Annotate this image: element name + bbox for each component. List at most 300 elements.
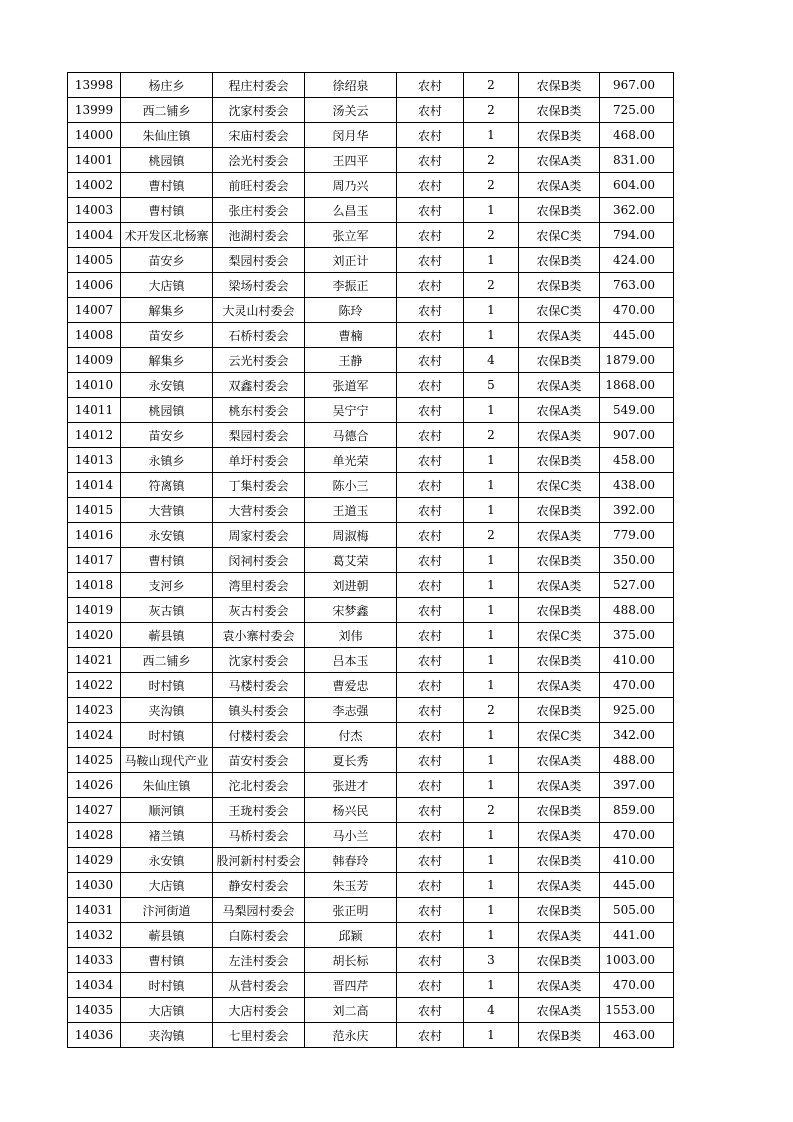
table-row <box>68 773 674 798</box>
household-count-cell: 2 <box>464 698 519 723</box>
insurance-category-cell: 农保B类 <box>519 548 600 573</box>
insurance-category-cell: 农保A类 <box>519 398 600 423</box>
household-count-cell: 1 <box>464 648 519 673</box>
table-row <box>68 623 674 648</box>
table-row <box>68 698 674 723</box>
amount-cell: 967.00 <box>600 73 674 98</box>
area-type-cell: 农村 <box>397 523 464 548</box>
person-name-cell: 汤关云 <box>305 98 397 123</box>
village-committee-cell: 白陈村委会 <box>213 923 305 948</box>
person-name-cell: 曹楠 <box>305 323 397 348</box>
household-count-cell: 1 <box>464 323 519 348</box>
area-type-cell: 农村 <box>397 748 464 773</box>
insurance-category-cell: 农保A类 <box>519 523 600 548</box>
township-cell: 永安镇 <box>121 373 213 398</box>
table-row <box>68 423 674 448</box>
amount-cell: 763.00 <box>600 273 674 298</box>
person-name-cell: 吕本玉 <box>305 648 397 673</box>
person-name-cell: 陈玲 <box>305 298 397 323</box>
area-type-cell: 农村 <box>397 548 464 573</box>
table-row <box>68 998 674 1023</box>
table-row <box>68 198 674 223</box>
amount-cell: 392.00 <box>600 498 674 523</box>
record-id-cell: 14014 <box>68 473 121 498</box>
insurance-category-cell: 农保B类 <box>519 198 600 223</box>
township-cell: 夹沟镇 <box>121 698 213 723</box>
village-committee-cell: 湾里村委会 <box>213 573 305 598</box>
record-id-cell: 14013 <box>68 448 121 473</box>
area-type-cell: 农村 <box>397 873 464 898</box>
area-type-cell: 农村 <box>397 123 464 148</box>
amount-cell: 350.00 <box>600 548 674 573</box>
person-name-cell: 马德合 <box>305 423 397 448</box>
person-name-cell: 曹爱忠 <box>305 673 397 698</box>
insurance-category-cell: 农保C类 <box>519 298 600 323</box>
household-count-cell: 2 <box>464 223 519 248</box>
village-committee-cell: 马桥村委会 <box>213 823 305 848</box>
insurance-category-cell: 农保B类 <box>519 598 600 623</box>
area-type-cell: 农村 <box>397 398 464 423</box>
area-type-cell: 农村 <box>397 948 464 973</box>
household-count-cell: 2 <box>464 798 519 823</box>
record-id-cell: 14032 <box>68 923 121 948</box>
person-name-cell: 刘进朝 <box>305 573 397 598</box>
amount-cell: 362.00 <box>600 198 674 223</box>
household-count-cell: 1 <box>464 198 519 223</box>
person-name-cell: 陈小三 <box>305 473 397 498</box>
household-count-cell: 1 <box>464 1023 519 1048</box>
table-row <box>68 823 674 848</box>
township-cell: 符离镇 <box>121 473 213 498</box>
township-cell: 苗安乡 <box>121 423 213 448</box>
record-id-cell: 14008 <box>68 323 121 348</box>
record-id-cell: 14016 <box>68 523 121 548</box>
record-id-cell: 14025 <box>68 748 121 773</box>
amount-cell: 1553.00 <box>600 998 674 1023</box>
insurance-category-cell: 农保B类 <box>519 273 600 298</box>
township-cell: 桃园镇 <box>121 148 213 173</box>
household-count-cell: 1 <box>464 498 519 523</box>
household-count-cell: 1 <box>464 723 519 748</box>
area-type-cell: 农村 <box>397 373 464 398</box>
township-cell: 解集乡 <box>121 348 213 373</box>
table-row <box>68 373 674 398</box>
village-committee-cell: 王珑村委会 <box>213 798 305 823</box>
area-type-cell: 农村 <box>397 323 464 348</box>
amount-cell: 470.00 <box>600 298 674 323</box>
insurance-category-cell: 农保B类 <box>519 648 600 673</box>
township-cell: 曹村镇 <box>121 548 213 573</box>
area-type-cell: 农村 <box>397 248 464 273</box>
insurance-category-cell: 农保A类 <box>519 973 600 998</box>
township-cell: 永安镇 <box>121 848 213 873</box>
record-id-cell: 14015 <box>68 498 121 523</box>
area-type-cell: 农村 <box>397 823 464 848</box>
area-type-cell: 农村 <box>397 473 464 498</box>
area-type-cell: 农村 <box>397 598 464 623</box>
amount-cell: 859.00 <box>600 798 674 823</box>
amount-cell: 410.00 <box>600 848 674 873</box>
person-name-cell: 晋四芹 <box>305 973 397 998</box>
record-id-cell: 14003 <box>68 198 121 223</box>
record-id-cell: 14036 <box>68 1023 121 1048</box>
township-cell: 大营镇 <box>121 498 213 523</box>
area-type-cell: 农村 <box>397 423 464 448</box>
village-committee-cell: 桃东村委会 <box>213 398 305 423</box>
area-type-cell: 农村 <box>397 973 464 998</box>
township-cell: 时村镇 <box>121 973 213 998</box>
township-cell: 曹村镇 <box>121 948 213 973</box>
village-committee-cell: 张庄村委会 <box>213 198 305 223</box>
table-row <box>68 723 674 748</box>
area-type-cell: 农村 <box>397 98 464 123</box>
amount-cell: 410.00 <box>600 648 674 673</box>
village-committee-cell: 程庄村委会 <box>213 73 305 98</box>
household-count-cell: 1 <box>464 473 519 498</box>
person-name-cell: 夏长秀 <box>305 748 397 773</box>
insurance-category-cell: 农保B类 <box>519 898 600 923</box>
township-cell: 西二铺乡 <box>121 98 213 123</box>
township-cell: 西二铺乡 <box>121 648 213 673</box>
household-count-cell: 5 <box>464 373 519 398</box>
person-name-cell: 杨兴民 <box>305 798 397 823</box>
amount-cell: 468.00 <box>600 123 674 148</box>
township-cell: 马鞍山现代产业 <box>121 748 213 773</box>
household-count-cell: 2 <box>464 98 519 123</box>
record-id-cell: 14001 <box>68 148 121 173</box>
village-committee-cell: 马楼村委会 <box>213 673 305 698</box>
table-row <box>68 248 674 273</box>
record-id-cell: 14022 <box>68 673 121 698</box>
record-id-cell: 13998 <box>68 73 121 98</box>
area-type-cell: 农村 <box>397 348 464 373</box>
insurance-category-cell: 农保A类 <box>519 373 600 398</box>
record-id-cell: 14024 <box>68 723 121 748</box>
household-count-cell: 1 <box>464 448 519 473</box>
township-cell: 永镇乡 <box>121 448 213 473</box>
insurance-category-cell: 农保A类 <box>519 423 600 448</box>
insurance-category-cell: 农保B类 <box>519 348 600 373</box>
person-name-cell: 付杰 <box>305 723 397 748</box>
record-id-cell: 14004 <box>68 223 121 248</box>
household-count-cell: 2 <box>464 423 519 448</box>
village-committee-cell: 周家村委会 <box>213 523 305 548</box>
record-id-cell: 14000 <box>68 123 121 148</box>
area-type-cell: 农村 <box>397 848 464 873</box>
household-count-cell: 1 <box>464 973 519 998</box>
village-committee-cell: 前旺村委会 <box>213 173 305 198</box>
table-row <box>68 448 674 473</box>
household-count-cell: 3 <box>464 948 519 973</box>
area-type-cell: 农村 <box>397 1023 464 1048</box>
village-committee-cell: 沱北村委会 <box>213 773 305 798</box>
household-count-cell: 1 <box>464 873 519 898</box>
amount-cell: 470.00 <box>600 973 674 998</box>
township-cell: 大店镇 <box>121 998 213 1023</box>
person-name-cell: 徐绍泉 <box>305 73 397 98</box>
insurance-category-cell: 农保A类 <box>519 573 600 598</box>
village-committee-cell: 沈家村委会 <box>213 648 305 673</box>
insurance-category-cell: 农保A类 <box>519 923 600 948</box>
village-committee-cell: 宋庙村委会 <box>213 123 305 148</box>
household-count-cell: 2 <box>464 173 519 198</box>
person-name-cell: 王四平 <box>305 148 397 173</box>
township-cell: 灰古镇 <box>121 598 213 623</box>
area-type-cell: 农村 <box>397 798 464 823</box>
person-name-cell: 马小兰 <box>305 823 397 848</box>
table-row <box>68 348 674 373</box>
table-row <box>68 523 674 548</box>
record-id-cell: 14029 <box>68 848 121 873</box>
township-cell: 夹沟镇 <box>121 1023 213 1048</box>
record-id-cell: 14034 <box>68 973 121 998</box>
insurance-category-cell: 农保B类 <box>519 848 600 873</box>
area-type-cell: 农村 <box>397 573 464 598</box>
record-id-cell: 14031 <box>68 898 121 923</box>
household-count-cell: 1 <box>464 548 519 573</box>
table-row <box>68 798 674 823</box>
table-row <box>68 298 674 323</box>
insurance-category-cell: 农保B类 <box>519 498 600 523</box>
person-name-cell: 刘伟 <box>305 623 397 648</box>
person-name-cell: 李振正 <box>305 273 397 298</box>
amount-cell: 488.00 <box>600 748 674 773</box>
record-id-cell: 14028 <box>68 823 121 848</box>
township-cell: 永安镇 <box>121 523 213 548</box>
amount-cell: 779.00 <box>600 523 674 548</box>
table-row <box>68 648 674 673</box>
person-name-cell: 葛艾荣 <box>305 548 397 573</box>
record-id-cell: 14026 <box>68 773 121 798</box>
household-count-cell: 1 <box>464 248 519 273</box>
table-row <box>68 873 674 898</box>
record-id-cell: 14005 <box>68 248 121 273</box>
area-type-cell: 农村 <box>397 698 464 723</box>
village-committee-cell: 股河新村村委会 <box>213 848 305 873</box>
record-id-cell: 14017 <box>68 548 121 573</box>
township-cell: 朱仙庄镇 <box>121 773 213 798</box>
household-count-cell: 1 <box>464 573 519 598</box>
amount-cell: 925.00 <box>600 698 674 723</box>
insurance-category-cell: 农保B类 <box>519 698 600 723</box>
amount-cell: 342.00 <box>600 723 674 748</box>
insurance-category-cell: 农保A类 <box>519 748 600 773</box>
area-type-cell: 农村 <box>397 448 464 473</box>
amount-cell: 794.00 <box>600 223 674 248</box>
village-committee-cell: 闵祠村委会 <box>213 548 305 573</box>
amount-cell: 445.00 <box>600 873 674 898</box>
village-committee-cell: 灰古村委会 <box>213 598 305 623</box>
person-name-cell: 王道玉 <box>305 498 397 523</box>
area-type-cell: 农村 <box>397 148 464 173</box>
insurance-category-cell: 农保A类 <box>519 873 600 898</box>
table-row <box>68 898 674 923</box>
household-count-cell: 1 <box>464 673 519 698</box>
table-row <box>68 948 674 973</box>
village-committee-cell: 梁场村委会 <box>213 273 305 298</box>
record-id-cell: 14010 <box>68 373 121 398</box>
village-committee-cell: 沈家村委会 <box>213 98 305 123</box>
record-id-cell: 14035 <box>68 998 121 1023</box>
township-cell: 褚兰镇 <box>121 823 213 848</box>
township-cell: 时村镇 <box>121 673 213 698</box>
record-id-cell: 14002 <box>68 173 121 198</box>
village-committee-cell: 左洼村委会 <box>213 948 305 973</box>
person-name-cell: 刘正计 <box>305 248 397 273</box>
amount-cell: 470.00 <box>600 823 674 848</box>
township-cell: 顺河镇 <box>121 798 213 823</box>
household-count-cell: 1 <box>464 398 519 423</box>
amount-cell: 375.00 <box>600 623 674 648</box>
amount-cell: 424.00 <box>600 248 674 273</box>
amount-cell: 463.00 <box>600 1023 674 1048</box>
record-id-cell: 14009 <box>68 348 121 373</box>
table-row <box>68 923 674 948</box>
village-committee-cell: 袁小寨村委会 <box>213 623 305 648</box>
insurance-category-cell: 农保B类 <box>519 123 600 148</box>
area-type-cell: 农村 <box>397 498 464 523</box>
household-count-cell: 1 <box>464 598 519 623</box>
area-type-cell: 农村 <box>397 298 464 323</box>
person-name-cell: 张正明 <box>305 898 397 923</box>
area-type-cell: 农村 <box>397 273 464 298</box>
insurance-category-cell: 农保C类 <box>519 623 600 648</box>
household-count-cell: 2 <box>464 73 519 98</box>
table-row <box>68 598 674 623</box>
insurance-category-cell: 农保C类 <box>519 723 600 748</box>
person-name-cell: 单光荣 <box>305 448 397 473</box>
village-committee-cell: 梨园村委会 <box>213 423 305 448</box>
record-id-cell: 14023 <box>68 698 121 723</box>
amount-cell: 907.00 <box>600 423 674 448</box>
amount-cell: 438.00 <box>600 473 674 498</box>
insurance-category-cell: 农保B类 <box>519 798 600 823</box>
table-row <box>68 973 674 998</box>
household-count-cell: 2 <box>464 273 519 298</box>
area-type-cell: 农村 <box>397 723 464 748</box>
amount-cell: 445.00 <box>600 323 674 348</box>
table-row <box>68 148 674 173</box>
record-id-cell: 14030 <box>68 873 121 898</box>
table-row <box>68 323 674 348</box>
township-cell: 蕲县镇 <box>121 623 213 648</box>
township-cell: 曹村镇 <box>121 173 213 198</box>
insurance-category-cell: 农保A类 <box>519 673 600 698</box>
household-count-cell: 1 <box>464 773 519 798</box>
area-type-cell: 农村 <box>397 923 464 948</box>
village-committee-cell: 马梨园村委会 <box>213 898 305 923</box>
table-row <box>68 173 674 198</box>
table-row <box>68 548 674 573</box>
household-count-cell: 1 <box>464 298 519 323</box>
person-name-cell: 刘二高 <box>305 998 397 1023</box>
amount-cell: 725.00 <box>600 98 674 123</box>
table-row <box>68 473 674 498</box>
township-cell: 解集乡 <box>121 298 213 323</box>
village-committee-cell: 浍光村委会 <box>213 148 305 173</box>
person-name-cell: 宋梦鑫 <box>305 598 397 623</box>
person-name-cell: 周乃兴 <box>305 173 397 198</box>
person-name-cell: 张进才 <box>305 773 397 798</box>
village-committee-cell: 云光村委会 <box>213 348 305 373</box>
village-committee-cell: 石桥村委会 <box>213 323 305 348</box>
area-type-cell: 农村 <box>397 898 464 923</box>
area-type-cell: 农村 <box>397 648 464 673</box>
record-id-cell: 13999 <box>68 98 121 123</box>
amount-cell: 549.00 <box>600 398 674 423</box>
township-cell: 曹村镇 <box>121 198 213 223</box>
insurance-category-cell: 农保A类 <box>519 148 600 173</box>
insurance-category-cell: 农保B类 <box>519 248 600 273</box>
township-cell: 支河乡 <box>121 573 213 598</box>
amount-cell: 1879.00 <box>600 348 674 373</box>
area-type-cell: 农村 <box>397 773 464 798</box>
township-cell: 术开发区北杨寨 <box>121 223 213 248</box>
insurance-category-cell: 农保A类 <box>519 823 600 848</box>
insurance-category-cell: 农保A类 <box>519 998 600 1023</box>
village-committee-cell: 大店村委会 <box>213 998 305 1023</box>
village-committee-cell: 大灵山村委会 <box>213 298 305 323</box>
person-name-cell: 李志强 <box>305 698 397 723</box>
record-id-cell: 14011 <box>68 398 121 423</box>
village-committee-cell: 付楼村委会 <box>213 723 305 748</box>
insurance-category-cell: 农保C类 <box>519 473 600 498</box>
village-committee-cell: 七里村委会 <box>213 1023 305 1048</box>
amount-cell: 505.00 <box>600 898 674 923</box>
household-count-cell: 1 <box>464 848 519 873</box>
record-id-cell: 14007 <box>68 298 121 323</box>
person-name-cell: 张立军 <box>305 223 397 248</box>
record-id-cell: 14033 <box>68 948 121 973</box>
person-name-cell: 范永庆 <box>305 1023 397 1048</box>
record-id-cell: 14018 <box>68 573 121 598</box>
table-row <box>68 848 674 873</box>
area-type-cell: 农村 <box>397 673 464 698</box>
township-cell: 汴河街道 <box>121 898 213 923</box>
person-name-cell: 么昌玉 <box>305 198 397 223</box>
area-type-cell: 农村 <box>397 198 464 223</box>
village-committee-cell: 单圩村委会 <box>213 448 305 473</box>
household-count-cell: 4 <box>464 348 519 373</box>
table-row <box>68 123 674 148</box>
village-committee-cell: 丁集村委会 <box>213 473 305 498</box>
person-name-cell: 王静 <box>305 348 397 373</box>
person-name-cell: 周淑梅 <box>305 523 397 548</box>
area-type-cell: 农村 <box>397 623 464 648</box>
insurance-category-cell: 农保B类 <box>519 448 600 473</box>
amount-cell: 604.00 <box>600 173 674 198</box>
township-cell: 桃园镇 <box>121 398 213 423</box>
insurance-category-cell: 农保B类 <box>519 73 600 98</box>
township-cell: 苗安乡 <box>121 323 213 348</box>
village-committee-cell: 苗安村委会 <box>213 748 305 773</box>
village-committee-cell: 静安村委会 <box>213 873 305 898</box>
records-table-body <box>68 73 674 1048</box>
amount-cell: 488.00 <box>600 598 674 623</box>
village-committee-cell: 双鑫村委会 <box>213 373 305 398</box>
area-type-cell: 农村 <box>397 173 464 198</box>
table-row <box>68 1023 674 1048</box>
area-type-cell: 农村 <box>397 998 464 1023</box>
household-count-cell: 1 <box>464 123 519 148</box>
table-row <box>68 673 674 698</box>
household-count-cell: 2 <box>464 148 519 173</box>
village-committee-cell: 梨园村委会 <box>213 248 305 273</box>
insurance-category-cell: 农保A类 <box>519 773 600 798</box>
amount-cell: 1003.00 <box>600 948 674 973</box>
record-id-cell: 14006 <box>68 273 121 298</box>
township-cell: 杨庄乡 <box>121 73 213 98</box>
